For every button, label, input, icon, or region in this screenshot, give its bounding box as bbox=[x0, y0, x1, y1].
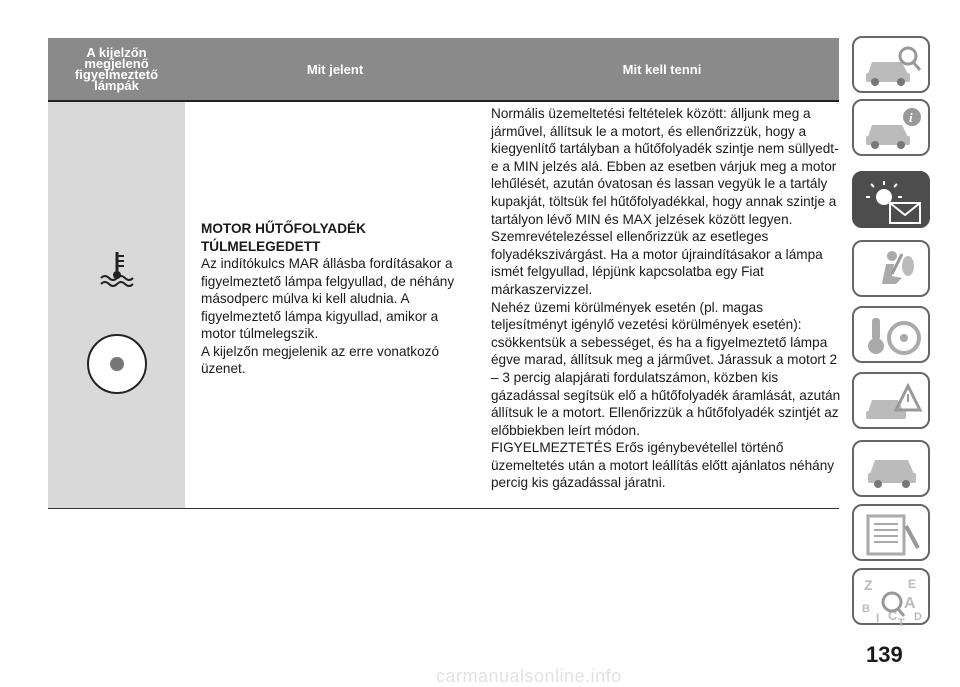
watermark: carmanualsonline.info bbox=[436, 666, 622, 686]
tab-car-info[interactable] bbox=[852, 99, 930, 156]
warning-light-message-icon bbox=[862, 179, 924, 225]
key-steering-icon bbox=[862, 314, 924, 360]
svg-text:C: C bbox=[888, 608, 898, 623]
alphabetical-index-icon bbox=[862, 576, 924, 626]
action-cell bbox=[491, 105, 841, 492]
action-normal: Normális üzemeltetési feltételek között: álljunk meg a járművel, állítsuk le a motort, és ellenőrizzük, hogy a kiegyenlítő tartályban a hűtőfolyadék szintje nem süllyedt-e a MIN jelzés alá. Ebben az esetben várjuk meg a motor lehűlését, azután óvatosan és lassan vegyük le a tartály kupakját, töltsük fel hűtőfolyadékkal, hogy annak szintje a tartályon lévő MIN és MAX jelzések között legyen. Szemrevételezéssel ellenőrizzük az esetleges folyadékszivárgást. Ha a motor újraindításakor a lámpa ismét felgyullad, lépjünk kapcsolatba egy Fiat márkaszervizzel. bbox=[491, 106, 839, 297]
car-breakdown-icon bbox=[862, 380, 924, 424]
table-row bbox=[48, 102, 839, 509]
svg-text:D: D bbox=[914, 611, 922, 623]
meaning-text: Az indítókulcs MAR állásba fordításakor a figyelmeztető lámpa felgyullad, de néhány másodperc múlva ki kell aludnia. A figyelmeztető lámpa kigyullad, amikor a motor túlmelegszik. bbox=[201, 256, 455, 341]
warning-title: MOTOR HŰTŐFOLYADÉK TÚLMELEGEDETT bbox=[201, 221, 366, 254]
action-warning: FIGYELMEZTETÉS Erős igénybevétellel történő üzemeltetés után a motort leállítás előtt ajánlatos néhány percig kis gázadással járatni. bbox=[491, 440, 835, 491]
header-warning-lights: A kijelzőn megjelenő figyelmeztető lámpák bbox=[74, 45, 159, 93]
icon-cell bbox=[48, 102, 185, 508]
table-header bbox=[48, 38, 839, 102]
meaning-text-display: A kijelzőn megjelenik az erre vonatkozó üzenet. bbox=[201, 343, 440, 376]
svg-text:i: i bbox=[909, 110, 913, 125]
svg-text:Z: Z bbox=[864, 577, 873, 593]
car-info-icon bbox=[862, 107, 924, 151]
header-meaning: Mit jelent bbox=[306, 61, 364, 77]
tab-warning-lights[interactable] bbox=[852, 171, 930, 228]
tab-specifications[interactable] bbox=[852, 504, 930, 561]
header-action: Mit kell tenni bbox=[622, 61, 702, 77]
tab-safety[interactable] bbox=[852, 240, 930, 297]
svg-text:I: I bbox=[876, 611, 880, 625]
tab-car-search[interactable] bbox=[852, 36, 930, 93]
action-heavy-duty: Nehéz üzemi körülmények esetén (pl. magas teljesítményt igénylő vezetési körülmények esetén): csökkentsük a sebességet, és ha a figyelmeztető lámpa égve marad, állítsuk meg a járművet. Járassuk a motort 2 – 3 percig alapjárati fordulatszámon, közben kis gázadással segítsük elő a hűtőfolyadék áramlását, azután állítsuk le a motort. Ellenőrizzük a hűtőfolyadék szintjét az előbbiekben leírt módon. bbox=[491, 299, 841, 438]
tab-service[interactable] bbox=[852, 440, 930, 497]
tab-index[interactable] bbox=[852, 568, 930, 625]
specifications-list-icon bbox=[862, 512, 924, 558]
indicator-light-icon bbox=[85, 332, 149, 396]
svg-text:A: A bbox=[904, 595, 916, 612]
car-service-icon bbox=[862, 448, 924, 492]
tab-starting-driving[interactable] bbox=[852, 306, 930, 363]
tab-emergency[interactable] bbox=[852, 372, 930, 429]
svg-text:T: T bbox=[898, 617, 905, 626]
seat-airbag-icon bbox=[862, 248, 924, 292]
svg-text:B: B bbox=[862, 603, 870, 615]
page-number: 139 bbox=[866, 642, 903, 667]
coolant-temperature-icon bbox=[97, 248, 137, 288]
car-search-icon bbox=[862, 44, 924, 88]
svg-text:E: E bbox=[908, 577, 917, 591]
meaning-cell bbox=[201, 220, 473, 378]
